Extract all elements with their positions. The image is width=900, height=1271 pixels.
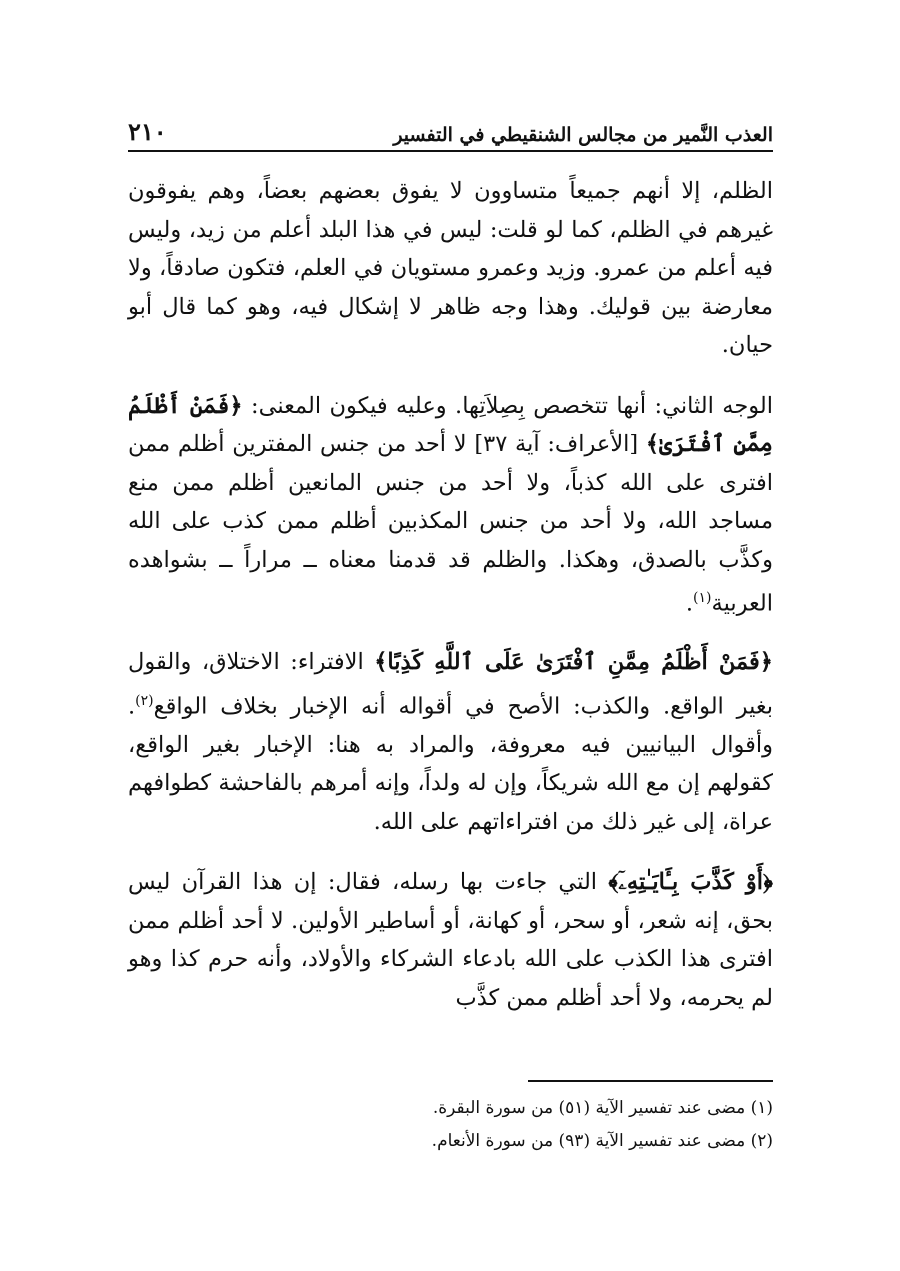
paragraph-1 xyxy=(128,172,773,365)
footnote-ref: (٢) xyxy=(135,692,154,709)
page xyxy=(128,104,773,1017)
paragraph-3 xyxy=(128,643,773,841)
footnotes xyxy=(128,1092,773,1158)
paragraph-4 xyxy=(128,863,773,1017)
footnote-ref: (١) xyxy=(693,590,712,606)
quran-verse: ﴿فَمَنْ أَظْلَمُ مِمَّنِ ٱفْتَرَىٰ عَلَى ٱللَّهِ كَذِبًا﴾ xyxy=(374,649,773,675)
footnote-2: (٢) مضى عند تفسير الآية (٩٣) من سورة الأنعام. xyxy=(431,1131,773,1151)
body-text xyxy=(128,172,773,1017)
page-header xyxy=(128,104,773,152)
running-title: العذب النَّمير من مجالس الشنقيطي في التفسير xyxy=(393,124,773,146)
quran-verse: ﴿أَوْ كَذَّبَ بِـَٔايَـٰتِهِۦٓ﴾ xyxy=(608,869,774,895)
footnote-1: (١) مضى عند تفسير الآية (٥١) من سورة البقرة. xyxy=(432,1098,773,1118)
text-run: الافتراء: الاختلاق، والقول بغير الواقع. والكذب: الأصح في أقواله أنه الإخبار بخلاف الواقع xyxy=(128,649,773,719)
text-run: التي جاءت بها رسله، فقال: إن هذا القرآن ليس بحق، إنه شعر، أو سحر، أو كهانة، أو أساطير الأولين. لا أحد أظلم ممن افترى هذا الكذب على الله بادعاء الشركاء والأولاد، وأنه حرم كذا وهو لم يحرمه، ولا أحد أظلم ممن كذَّب xyxy=(128,869,773,1011)
paragraph-2 xyxy=(128,387,773,624)
text-run: الوجه الثاني: أنها تتخصص بِصِلاَتِها. وعليه فيكون المعنى: xyxy=(242,392,773,419)
quran-verse: ﴿فَمَنْ أَظْلَمُ مِمَّنِ ٱفْتَرَىٰ﴾ xyxy=(128,392,773,457)
text-run: . xyxy=(685,590,694,617)
text-run: الظلم، إلا أنهم جميعاً متساوون لا يفوق بعضهم بعضاً، وهم يفوقون غيرهم في الظلم، كما لو قلت: ليس في هذا البلد أعلم من زيد، وليس فيه أعلم من عمرو. وزيد وعمرو مستويان في العلم، فتكون صادقاً، ولا معارضة بين قوليك. وهذا وجه ظاهر لا إشكال فيه، وهو كما قال أبو حيان. xyxy=(128,178,773,358)
text-run: . وأقوال البيانيين فيه معروفة، والمراد به هنا: الإخبار بغير الواقع، كقولهم إن مع الله شريكاً، وإن له ولداً، وإنه أمرهم بالفاحشة كطوافهم عراة، إلى غير ذلك من افتراءاتهم على الله. xyxy=(128,693,773,835)
page-number: ٢١٠ xyxy=(128,117,167,146)
text-run: [الأعراف: آية ٣٧] لا أحد من جنس المفترين أظلم ممن افترى على الله كذباً، ولا أحد من جنس المانعين أظلم ممن منع مساجد الله، ولا أحد من جنس المكذبين أظلم ممن كذب على الله وكذَّب بالصدق، وهكذا. والظلم قد قدمنا معناه ــ مراراً ــ بشواهده العربية xyxy=(128,431,773,617)
footnote-separator xyxy=(528,1080,773,1082)
